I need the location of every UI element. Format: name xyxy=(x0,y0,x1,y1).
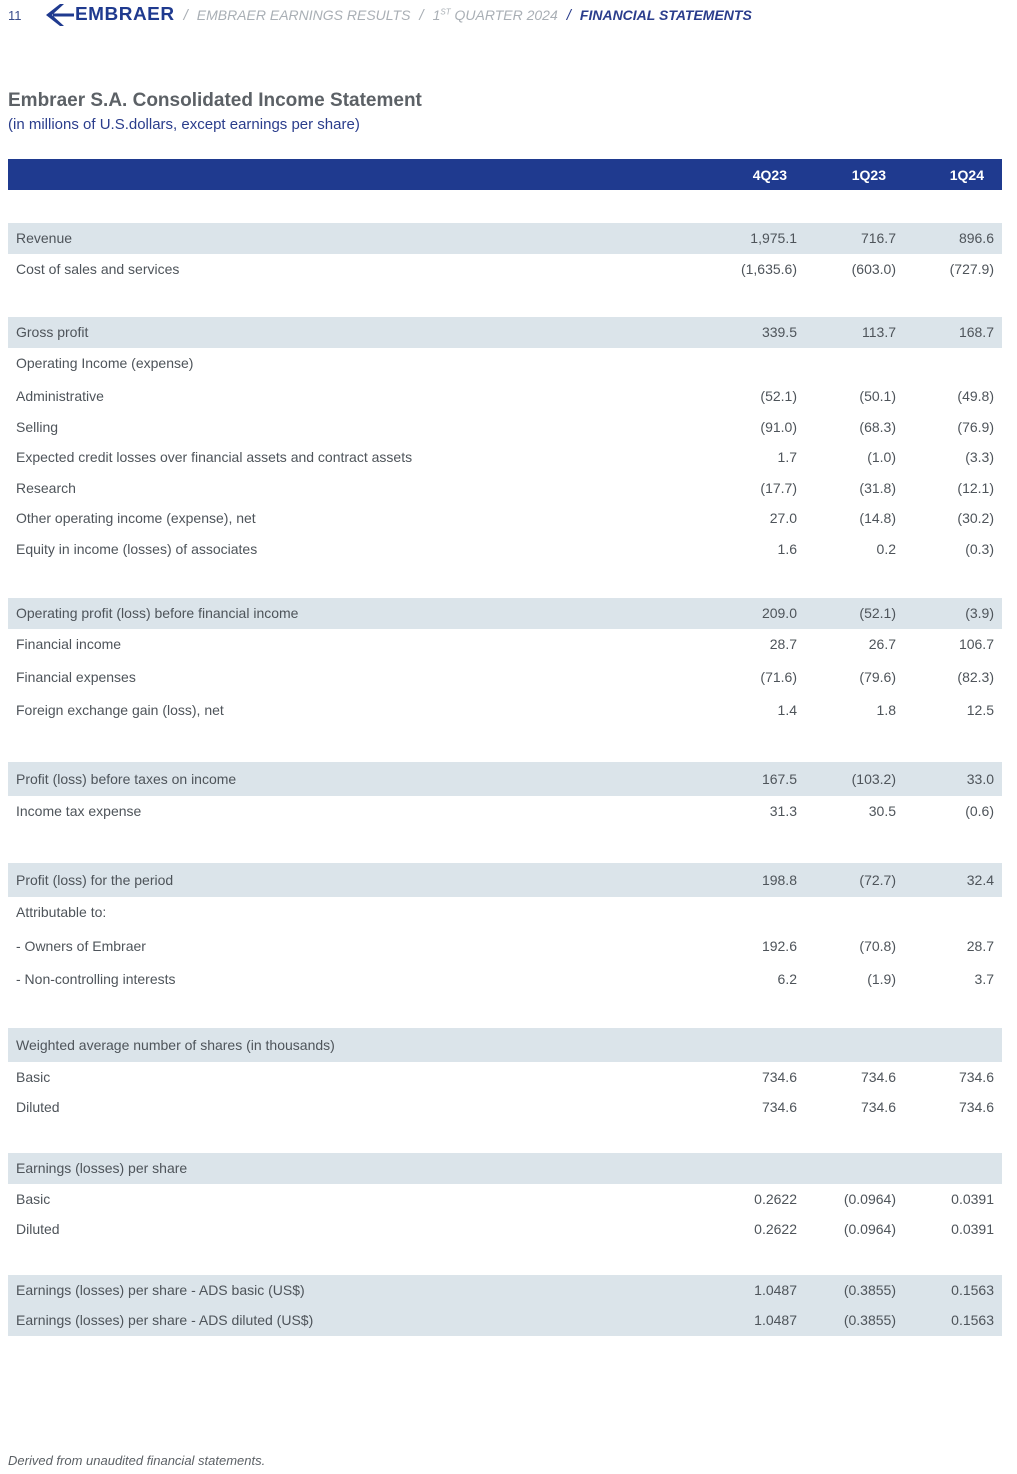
cell-value: 113.7 xyxy=(862,324,896,340)
row-label: Administrative xyxy=(16,388,104,404)
row-label: Foreign exchange gain (loss), net xyxy=(16,702,224,718)
table-row xyxy=(8,473,1002,504)
cell-value: (30.2) xyxy=(957,510,994,526)
cell-value: (70.8) xyxy=(859,938,896,954)
table-row xyxy=(8,762,1002,796)
cell-value: 3.7 xyxy=(974,971,994,987)
row-label: Basic xyxy=(16,1069,51,1085)
cell-value: (68.3) xyxy=(859,419,896,435)
table-row xyxy=(8,442,1002,473)
cell-value: (0.3855) xyxy=(843,1282,896,1298)
cell-value: (3.3) xyxy=(965,449,994,465)
table-row xyxy=(8,1153,1002,1184)
table-row xyxy=(8,897,1002,928)
cell-value: 167.5 xyxy=(761,771,797,787)
row-label: Diluted xyxy=(16,1221,60,1237)
embraer-logo-icon xyxy=(44,3,74,27)
table-row xyxy=(8,964,1002,995)
cell-value: (0.0964) xyxy=(843,1191,896,1207)
cell-value: (0.3855) xyxy=(843,1312,896,1328)
cell-value: (76.9) xyxy=(957,419,994,435)
table-row xyxy=(8,695,1002,726)
cell-value: 1.0487 xyxy=(754,1282,797,1298)
row-label: Weighted average number of shares (in thousands) xyxy=(16,1037,335,1053)
cell-value: 1.8 xyxy=(876,702,896,718)
cell-value: 198.8 xyxy=(761,872,797,888)
page-header xyxy=(8,2,1008,28)
table-row xyxy=(8,1062,1002,1093)
cell-value: (50.1) xyxy=(859,388,896,404)
cell-value: 734.6 xyxy=(860,1099,896,1115)
table-row xyxy=(8,629,1002,660)
brand-name: EMBRAER xyxy=(75,4,175,25)
table-row xyxy=(8,796,1002,827)
cell-value: 33.0 xyxy=(966,771,994,787)
row-label: Other operating income (expense), net xyxy=(16,510,256,526)
row-label: Earnings (losses) per share xyxy=(16,1160,188,1176)
breadcrumb-earnings-results: EMBRAER EARNINGS RESULTS xyxy=(196,7,411,23)
cell-value: 192.6 xyxy=(761,938,797,954)
column-header-1q24: 1Q24 xyxy=(949,167,984,183)
table-row xyxy=(8,381,1002,412)
table-row xyxy=(8,348,1002,379)
cell-value: 209.0 xyxy=(761,605,797,621)
table-row xyxy=(8,1275,1002,1305)
breadcrumb-financial-statements: FINANCIAL STATEMENTS xyxy=(579,7,752,23)
table-row xyxy=(8,863,1002,897)
cell-value: (0.6) xyxy=(965,803,994,819)
cell-value: 1,975.1 xyxy=(750,230,797,246)
cell-value: (3.9) xyxy=(965,605,994,621)
cell-value: (72.7) xyxy=(859,872,896,888)
table-row xyxy=(8,598,1002,629)
cell-value: (1.0) xyxy=(867,449,896,465)
cell-value: 0.0391 xyxy=(951,1191,994,1207)
breadcrumb-separator: / xyxy=(183,6,188,24)
row-label: Equity in income (losses) of associates xyxy=(16,541,258,557)
page-number: 11 xyxy=(8,7,22,23)
row-label: Profit (loss) before taxes on income xyxy=(16,771,237,787)
breadcrumb-separator: / xyxy=(566,6,571,24)
cell-value: 734.6 xyxy=(761,1099,797,1115)
table-row xyxy=(8,503,1002,534)
cell-value: 106.7 xyxy=(958,636,994,652)
row-label: Operating profit (loss) before financial income xyxy=(16,605,299,621)
cell-value: 0.0391 xyxy=(951,1221,994,1237)
row-label: Basic xyxy=(16,1191,51,1207)
cell-value: (1,635.6) xyxy=(740,261,797,277)
row-label: Diluted xyxy=(16,1099,60,1115)
breadcrumb-quarter: 1ST QUARTER 2024 xyxy=(432,7,558,23)
row-label: Earnings (losses) per share - ADS basic (US$) xyxy=(16,1282,305,1298)
cell-value: 734.6 xyxy=(958,1069,994,1085)
row-label: Financial expenses xyxy=(16,669,136,685)
cell-value: (91.0) xyxy=(760,419,797,435)
cell-value: (52.1) xyxy=(859,605,896,621)
cell-value: (17.7) xyxy=(760,480,797,496)
cell-value: 0.1563 xyxy=(951,1312,994,1328)
column-header-1q23: 1Q23 xyxy=(851,167,886,183)
row-label: Revenue xyxy=(16,230,73,246)
cell-value: (727.9) xyxy=(949,261,994,277)
breadcrumb-separator: / xyxy=(419,6,424,24)
table-row xyxy=(8,662,1002,693)
table-row xyxy=(8,1305,1002,1336)
row-label: Earnings (losses) per share - ADS diluted (US$) xyxy=(16,1312,314,1328)
table-row xyxy=(8,931,1002,962)
row-label: - Non-controlling interests xyxy=(16,971,176,987)
table-row xyxy=(8,534,1002,565)
cell-value: 12.5 xyxy=(966,702,994,718)
cell-value: 30.5 xyxy=(868,803,896,819)
cell-value: 1.4 xyxy=(777,702,797,718)
cell-value: 734.6 xyxy=(860,1069,896,1085)
footnote: Derived from unaudited financial statements. xyxy=(8,1453,266,1468)
cell-value: 6.2 xyxy=(777,971,797,987)
row-label: Gross profit xyxy=(16,324,89,340)
cell-value: 0.2622 xyxy=(754,1221,797,1237)
cell-value: 1.7 xyxy=(777,449,797,465)
cell-value: 339.5 xyxy=(761,324,797,340)
cell-value: (71.6) xyxy=(760,669,797,685)
column-header-4q23: 4Q23 xyxy=(752,167,787,183)
table-row xyxy=(8,1028,1002,1062)
row-label: Cost of sales and services xyxy=(16,261,180,277)
table-row xyxy=(8,412,1002,443)
statement-heading xyxy=(8,90,422,133)
row-label: Operating Income (expense) xyxy=(16,355,194,371)
income-statement-table xyxy=(8,159,1002,1328)
table-header xyxy=(8,159,1002,190)
row-label: Financial income xyxy=(16,636,122,652)
table-row xyxy=(8,1092,1002,1123)
cell-value: (52.1) xyxy=(760,388,797,404)
cell-value: (79.6) xyxy=(859,669,896,685)
cell-value: (103.2) xyxy=(851,771,896,787)
cell-value: 28.7 xyxy=(966,938,994,954)
table-row xyxy=(8,1184,1002,1215)
cell-value: 0.2 xyxy=(876,541,896,557)
row-label: - Owners of Embraer xyxy=(16,938,146,954)
row-label: Selling xyxy=(16,419,59,435)
cell-value: (31.8) xyxy=(859,480,896,496)
cell-value: 32.4 xyxy=(966,872,994,888)
row-label: Income tax expense xyxy=(16,803,142,819)
row-label: Attributable to: xyxy=(16,904,107,920)
cell-value: 27.0 xyxy=(769,510,797,526)
cell-value: (49.8) xyxy=(957,388,994,404)
table-row xyxy=(8,317,1002,348)
cell-value: 1.0487 xyxy=(754,1312,797,1328)
cell-value: 734.6 xyxy=(761,1069,797,1085)
cell-value: (603.0) xyxy=(851,261,896,277)
page-subtitle: (in millions of U.S.dollars, except earnings per share) xyxy=(8,116,360,133)
row-label: Expected credit losses over financial assets and contract assets xyxy=(16,449,413,465)
cell-value: (1.9) xyxy=(867,971,896,987)
table-row xyxy=(8,1214,1002,1245)
cell-value: 31.3 xyxy=(769,803,797,819)
cell-value: 168.7 xyxy=(958,324,994,340)
cell-value: 896.6 xyxy=(958,230,994,246)
row-label: Profit (loss) for the period xyxy=(16,872,174,888)
cell-value: 1.6 xyxy=(777,541,797,557)
page-title: Embraer S.A. Consolidated Income Statement xyxy=(8,90,422,111)
cell-value: 0.1563 xyxy=(951,1282,994,1298)
row-label: Research xyxy=(16,480,76,496)
table-row xyxy=(8,254,1002,285)
cell-value: 734.6 xyxy=(958,1099,994,1115)
cell-value: 716.7 xyxy=(860,230,896,246)
brand-logo xyxy=(44,3,175,27)
cell-value: (0.3) xyxy=(965,541,994,557)
cell-value: (14.8) xyxy=(859,510,896,526)
cell-value: (82.3) xyxy=(957,669,994,685)
cell-value: (12.1) xyxy=(957,480,994,496)
cell-value: 26.7 xyxy=(868,636,896,652)
cell-value: 28.7 xyxy=(769,636,797,652)
table-row xyxy=(8,223,1002,254)
cell-value: 0.2622 xyxy=(754,1191,797,1207)
cell-value: (0.0964) xyxy=(843,1221,896,1237)
